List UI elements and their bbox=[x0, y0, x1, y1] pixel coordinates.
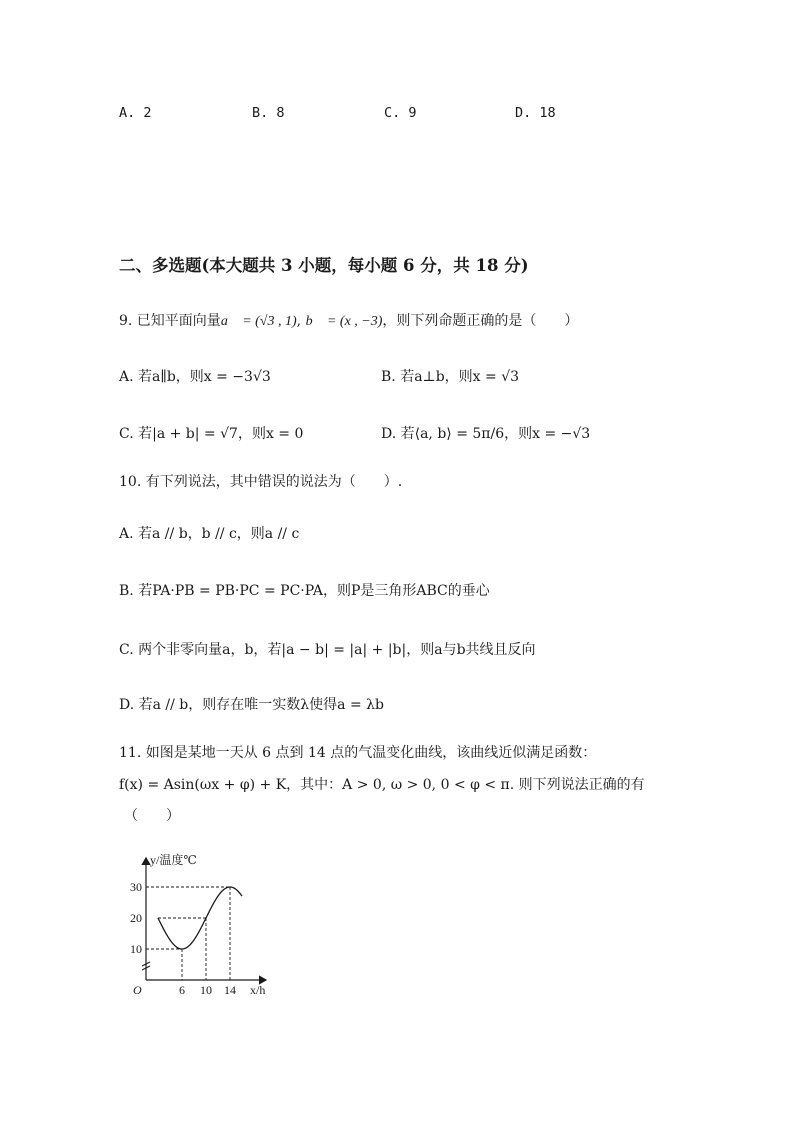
q9-option-b: B. 若a⊥b，则x = √3 bbox=[381, 369, 520, 385]
q10-option-c: C. 两个非零向量a，b，若|a − b| = |a| + |b|，则a与b共线且反向 bbox=[119, 642, 536, 658]
y-tick-label: 20 bbox=[130, 911, 142, 925]
q9-stem-suffix: ，则下列命题正确的是（ ） bbox=[382, 313, 579, 329]
x-tick-label: 6 bbox=[179, 983, 185, 997]
section-title: 二、多选题(本大题共 3 小题，每小题 6 分，共 18 分) bbox=[119, 256, 529, 275]
q11-stem-line2: f(x) = Asin(ωx + φ) + K，其中：A > 0, ω > 0, 0 < φ < π. 则下列说法正确的有 bbox=[119, 777, 645, 793]
q9-option-d: D. 若⟨a, b⟩ = 5π/6，则x = −√3 bbox=[381, 426, 591, 442]
q9-option-c: C. 若|a + b| = √7，则x = 0 bbox=[119, 426, 304, 442]
option-b: B. 8 bbox=[252, 105, 285, 121]
temperature-chart bbox=[118, 850, 278, 1000]
q10-stem: 10. 有下列说法，其中错误的说法为（ ）. bbox=[119, 474, 403, 490]
y-tick-label: 30 bbox=[130, 880, 142, 894]
q9-vector-a: a⃗ = (√3 , 1) bbox=[220, 314, 297, 329]
origin-label: O bbox=[133, 983, 142, 997]
option-d: D. 18 bbox=[515, 105, 556, 121]
q9-option-a: A. 若a∥b，则x = −3√3 bbox=[119, 369, 271, 385]
q9-vector-b: b⃗ = (x , −3) bbox=[305, 314, 383, 329]
q11-stem-line3: （ ） bbox=[124, 808, 180, 824]
y-tick-label: 10 bbox=[130, 942, 142, 956]
x-tick-label: 14 bbox=[224, 983, 236, 997]
option-a: A. 2 bbox=[119, 105, 152, 121]
option-c: C. 9 bbox=[384, 105, 417, 121]
y-axis-label: y/温度℃ bbox=[150, 853, 197, 867]
q10-option-a: A. 若a // b，b // c，则a // c bbox=[119, 526, 300, 542]
q9-stem: 9. 已知平面向量a⃗ = (√3 , 1), b⃗ = (x , −3)，则下列命题正确的是（ ） bbox=[119, 313, 579, 329]
q10-option-d: D. 若a // b，则存在唯一实数λ使得a = λb bbox=[119, 697, 384, 713]
x-axis-label: x/h bbox=[250, 983, 266, 997]
q11-stem-line1: 11. 如图是某地一天从 6 点到 14 点的气温变化曲线，该曲线近似满足函数： bbox=[119, 745, 597, 761]
q9-stem-prefix: 9. 已知平面向量 bbox=[119, 313, 221, 329]
x-tick-label: 10 bbox=[200, 983, 212, 997]
q10-option-b: B. 若PA·PB = PB·PC = PC·PA，则P是三角形ABC的垂心 bbox=[119, 583, 490, 599]
